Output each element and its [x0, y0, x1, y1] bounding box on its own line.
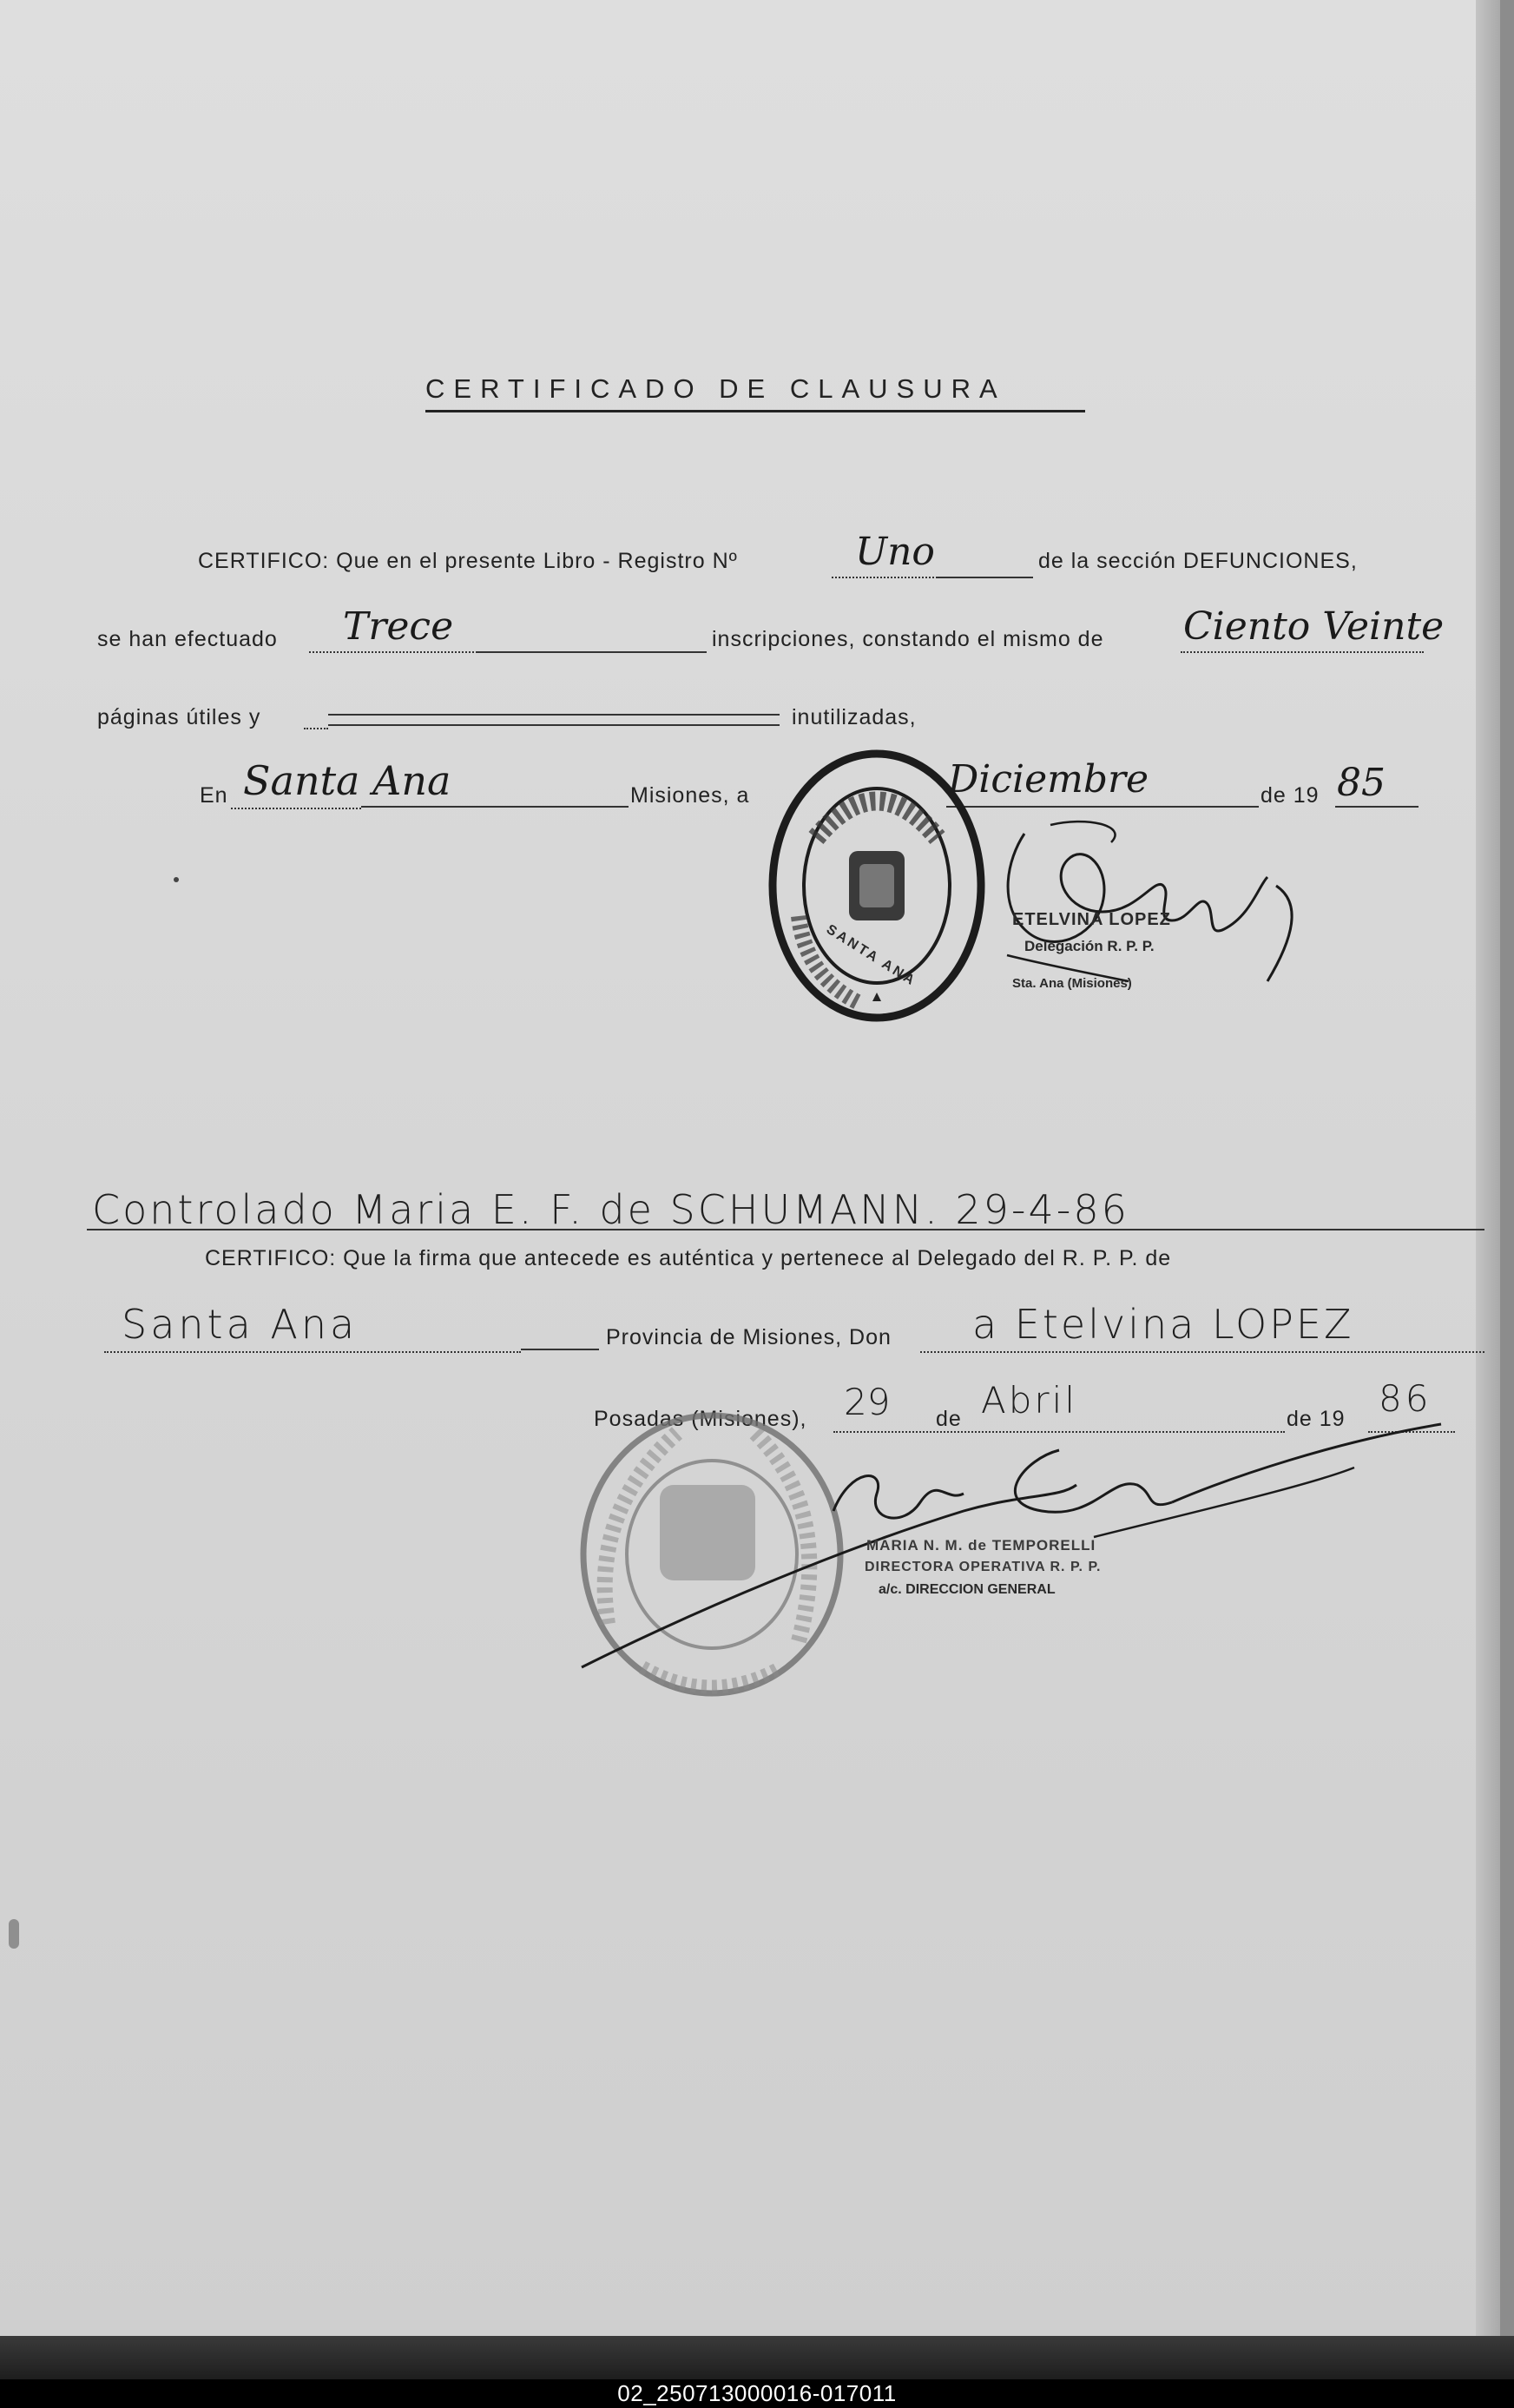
year-handwritten: 85 [1337, 761, 1386, 805]
control-note-rule [87, 1229, 1484, 1230]
authenticity-day-handwritten: 29 [844, 1381, 891, 1423]
pages-dotted-line [1181, 651, 1424, 653]
authenticity-month-handwritten: Abril [981, 1379, 1077, 1422]
closure-line3-suffix: inutilizadas, [792, 705, 917, 729]
closure-line1-suffix: de la sección DEFUNCIONES, [1038, 549, 1358, 573]
closure-line1-prefix: CERTIFICO: Que en el presente Libro - Registro Nº [198, 549, 738, 573]
useless-pages-dotted-line [304, 728, 328, 729]
ink-speck [174, 877, 179, 882]
authenticity-date-prefix: Posadas (Misiones), [594, 1407, 807, 1431]
delegate-name-stamp: ETELVINA LOPEZ [1012, 910, 1171, 929]
document-title: CERTIFICADO DE CLAUSURA [425, 373, 1085, 412]
delegation-stamp-town: SANTA ANA [823, 921, 919, 990]
useless-pages-strike-top [328, 714, 780, 716]
authenticity-year-prefix: de 19 [1287, 1407, 1346, 1431]
authenticity-de-label: de [936, 1407, 962, 1431]
registro-number-handwritten: Uno [855, 530, 935, 574]
delegate-role-stamp: Delegación R. P. P. [1024, 938, 1155, 954]
registro-dotted-line [832, 577, 934, 578]
delegation-oval-stamp [764, 742, 990, 1029]
inscriptions-rule [476, 651, 707, 653]
authenticity-year-handwritten: 86 [1379, 1377, 1432, 1420]
control-note-handwritten: Controlado Maria E. F. de SCHUMANN. 29-4-86 [92, 1186, 1129, 1233]
registro-rule [936, 577, 1033, 578]
authenticity-place-rule [521, 1349, 599, 1350]
director-name-stamp: MARIA N. M. de TEMPORELLI [866, 1537, 1096, 1554]
useless-pages-strike-bottom [328, 724, 780, 726]
binding-hole-mark [9, 1919, 19, 1949]
place-middle: Misiones, a [630, 783, 750, 808]
authenticity-place-handwritten: Santa Ana [122, 1301, 359, 1348]
delegate-name-handwritten: a Etelvina LOPEZ [972, 1301, 1354, 1348]
place-handwritten: Santa Ana [243, 757, 451, 804]
inscriptions-dotted-line [309, 651, 474, 653]
delegate-location-stamp: Sta. Ana (Misiones) [1012, 976, 1132, 991]
closure-line3-prefix: páginas útiles y [97, 705, 261, 729]
director-role-stamp: DIRECTORA OPERATIVA R. P. P. [865, 1560, 1102, 1574]
authenticity-place-dotted-line [104, 1351, 521, 1353]
scan-bottom-shadow [0, 2336, 1514, 2379]
authenticity-line1: CERTIFICO: Que la firma que antecede es auténtica y pertenece al Delegado del R. P. P. de [205, 1246, 1172, 1270]
month-handwritten: Diciembre [948, 757, 1149, 802]
place-dotted-line [231, 808, 361, 809]
inscriptions-count-handwritten: Trece [343, 604, 454, 649]
scan-identifier: 02_250713000016-017011 [617, 2380, 897, 2406]
place-rule [361, 806, 629, 808]
place-prefix: En [200, 783, 228, 808]
closure-line2-middle: inscripciones, constando el mismo de [712, 627, 1104, 651]
authenticity-line2-middle: Provincia de Misiones, Don [606, 1325, 892, 1349]
director-office-stamp: a/c. DIRECCION GENERAL [879, 1582, 1056, 1597]
pages-count-handwritten: Ciento Veinte [1183, 604, 1445, 649]
delegate-name-dotted-line [920, 1351, 1484, 1353]
closure-line2-prefix: se han efectuado [97, 627, 278, 651]
page-edge-shadow [1476, 0, 1500, 2336]
year-rule [1335, 806, 1419, 808]
year-prefix: de 19 [1261, 783, 1320, 808]
